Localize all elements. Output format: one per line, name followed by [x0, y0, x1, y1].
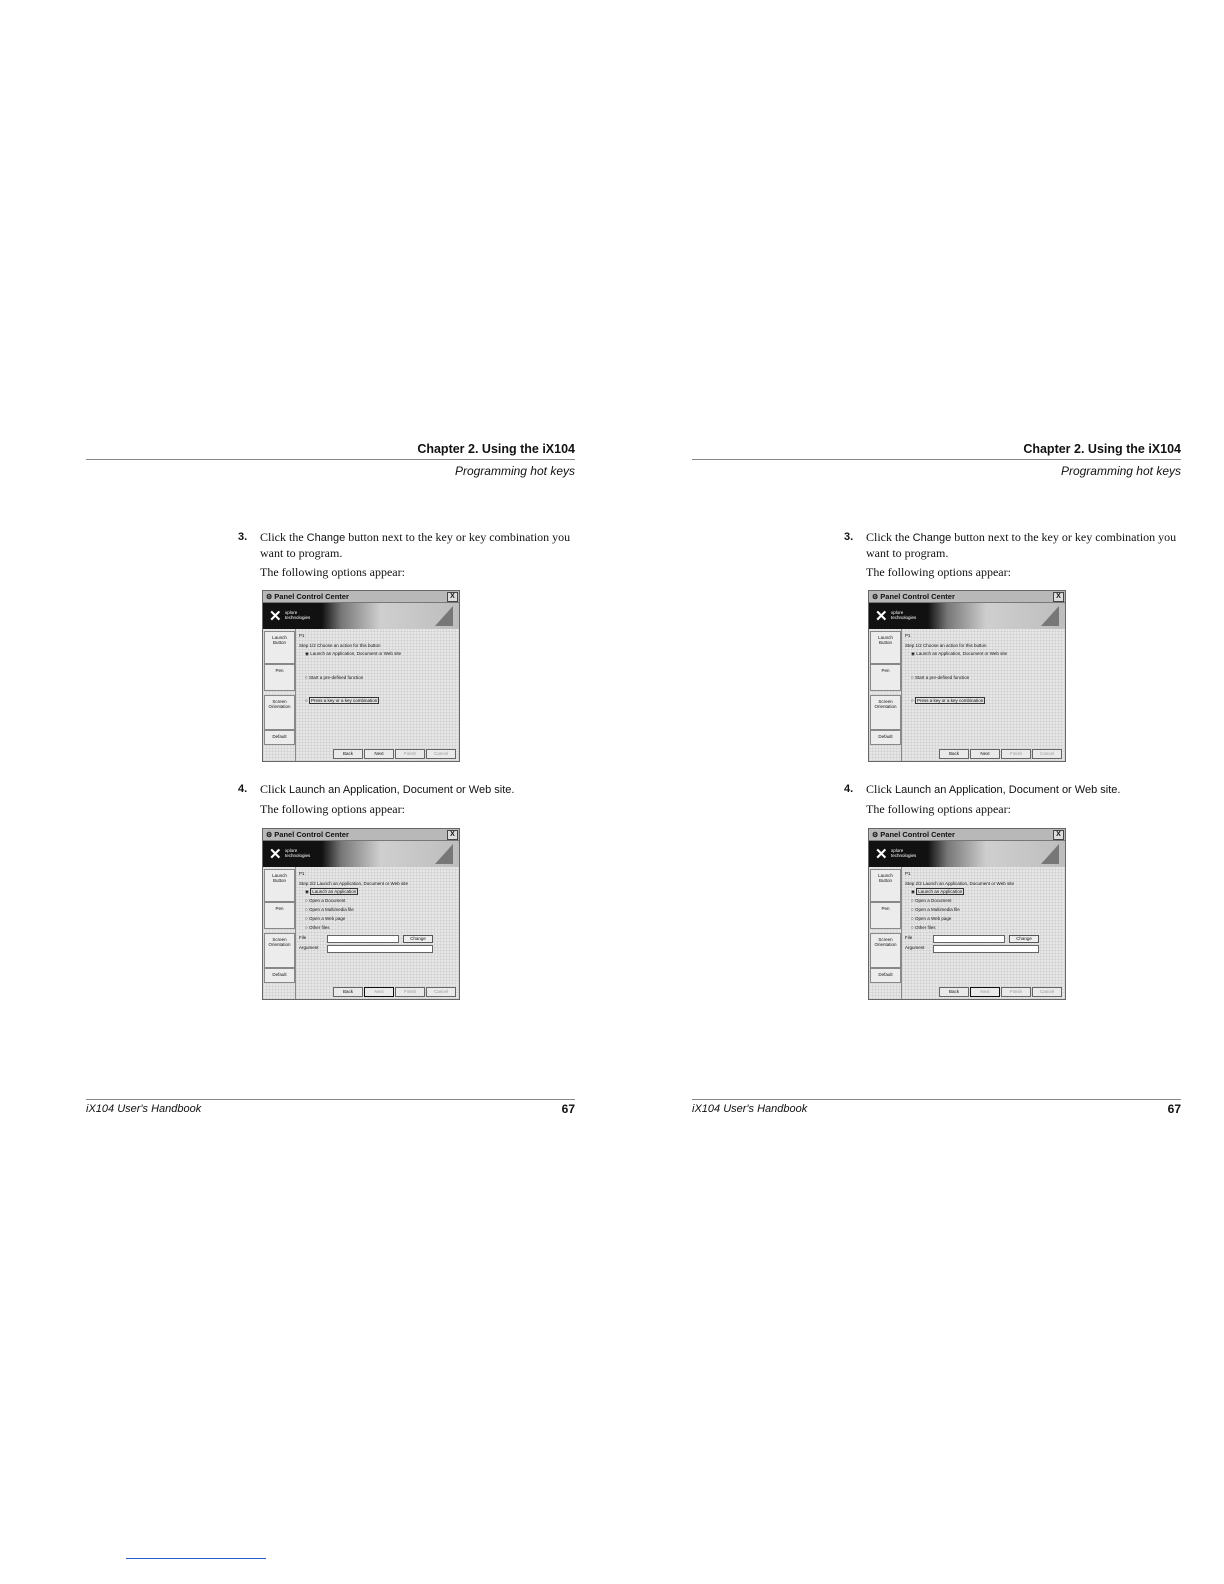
chapter-heading: Chapter 2. Using the iX104 — [1023, 442, 1181, 456]
option-predefined: ○ Start a pre-defined function — [305, 675, 364, 680]
tab-screen-orientation: Screen Orientation — [870, 695, 901, 730]
dialog-buttons — [905, 750, 1063, 759]
option-webpage: ○ Open a Web page — [305, 916, 346, 921]
step-4 — [238, 782, 578, 817]
dialog-screenshot-step1 — [262, 590, 460, 762]
bottom-link-underline — [126, 1558, 266, 1559]
finish-button: Finish — [395, 749, 425, 759]
step-number: 4. — [844, 783, 854, 795]
step-follow-text: The following options appear: — [260, 802, 405, 816]
back-button: Back — [333, 749, 363, 759]
finish-button: Finish — [395, 987, 425, 997]
banner-graphic — [1041, 606, 1059, 626]
step-caption: Step 1/2 Choose an action for this button — [905, 643, 987, 648]
header-rule — [692, 459, 1181, 460]
chapter-heading: Chapter 2. Using the iX104 — [417, 442, 575, 456]
tab-launch-button: Launch Button — [870, 631, 901, 664]
close-icon: X — [1053, 592, 1064, 602]
step-text: Click Launch an Application, Document or Web site. — [260, 782, 515, 796]
dialog-titlebar: ⚙ Panel Control Center X — [869, 591, 1065, 603]
file-field — [933, 935, 1005, 943]
dialog-buttons — [299, 988, 457, 997]
step-follow-text: The following options appear: — [866, 802, 1011, 816]
step-4 — [844, 782, 1184, 817]
footer-rule — [692, 1099, 1181, 1100]
option-launch-app: ◉ Launch an Application — [911, 889, 963, 894]
tab-screen-orientation: Screen Orientation — [870, 933, 901, 968]
step-text: Click the Change button next to the key or key combination you want to program. — [260, 530, 571, 560]
cancel-button: Cancel — [1032, 749, 1062, 759]
xplore-logo-icon: ✕ — [875, 608, 888, 625]
gear-icon: ⚙ — [266, 594, 273, 601]
logo-text: xplore technologies — [285, 610, 311, 620]
back-button: Back — [939, 987, 969, 997]
option-webpage: ○ Open a Web page — [911, 916, 952, 921]
footer-rule — [86, 1099, 575, 1100]
dialog-buttons — [299, 750, 457, 759]
tab-launch-button: Launch Button — [264, 631, 295, 664]
tab-screen-orientation: Screen Orientation — [264, 933, 295, 968]
page-right — [606, 0, 1218, 1584]
argument-label: Argument — [299, 945, 319, 950]
dialog-content — [905, 869, 1061, 985]
logo-text: xplore technologies — [891, 848, 917, 858]
next-button: Next — [364, 987, 394, 997]
step-follow-text: The following options appear: — [866, 565, 1011, 579]
page-number: 67 — [561, 1102, 575, 1116]
step-text: Click the Change button next to the key or key combination you want to program. — [866, 530, 1177, 560]
cancel-button: Cancel — [426, 987, 456, 997]
tab-default: Default — [870, 730, 901, 745]
argument-label: Argument — [905, 945, 925, 950]
tab-default: Default — [870, 968, 901, 983]
option-launch-app: ◉ Launch an Application — [305, 889, 357, 894]
xplore-logo-icon: ✕ — [269, 608, 282, 625]
logo-text: xplore technologies — [891, 610, 917, 620]
tab-pen: Pen — [870, 664, 901, 691]
dialog-banner — [869, 841, 1065, 867]
cancel-button: Cancel — [426, 749, 456, 759]
dialog-screenshot-step1 — [868, 590, 1066, 762]
dialog-titlebar: ⚙ Panel Control Center X — [869, 829, 1065, 841]
logo-text: xplore technologies — [285, 848, 311, 858]
key-label: P1 — [905, 871, 911, 876]
tab-pen: Pen — [264, 902, 295, 929]
xplore-logo-icon: ✕ — [875, 846, 888, 863]
tab-pen: Pen — [264, 664, 295, 691]
dialog-titlebar: ⚙ Panel Control Center X — [263, 591, 459, 603]
tab-launch-button: Launch Button — [264, 869, 295, 902]
file-label: File — [299, 935, 307, 940]
key-label: P1 — [905, 633, 911, 638]
option-predefined: ○ Start a pre-defined function — [911, 675, 970, 680]
header-rule — [86, 459, 575, 460]
option-launch: ◉ Launch an Application, Document or Web site — [911, 651, 1008, 656]
dialog-sidebar — [869, 629, 902, 761]
change-button: Change — [1009, 935, 1039, 943]
option-multimedia: ○ Open a Multimedia file — [911, 907, 960, 912]
option-other: ○ Other files — [911, 925, 936, 930]
option-multimedia: ○ Open a Multimedia file — [305, 907, 354, 912]
file-field — [327, 935, 399, 943]
back-button: Back — [333, 987, 363, 997]
section-heading: Programming hot keys — [1060, 464, 1181, 478]
option-launch: ◉ Launch an Application, Document or Web site — [305, 651, 402, 656]
file-label: File — [905, 935, 913, 940]
dialog-banner — [869, 603, 1065, 629]
back-button: Back — [939, 749, 969, 759]
step-caption: Step 2/2 Launch an Application, Document or Web site — [299, 881, 408, 886]
next-button: Next — [970, 987, 1000, 997]
dialog-titlebar: ⚙ Panel Control Center X — [263, 829, 459, 841]
banner-graphic — [1041, 844, 1059, 864]
option-keypress: ○ Press a key or a key combination — [305, 698, 378, 703]
xplore-logo-icon: ✕ — [269, 846, 282, 863]
step-caption: Step 1/2 Choose an action for this button — [299, 643, 381, 648]
footer-title: iX104 User's Handbook — [86, 1103, 202, 1115]
dialog-sidebar — [869, 867, 902, 999]
finish-button: Finish — [1001, 987, 1031, 997]
dialog-sidebar — [263, 629, 296, 761]
tab-default: Default — [264, 968, 295, 983]
tab-launch-button: Launch Button — [870, 869, 901, 902]
step-number: 3. — [844, 531, 854, 543]
step-follow-text: The following options appear: — [260, 565, 405, 579]
step-text: Click Launch an Application, Document or Web site. — [866, 782, 1121, 796]
argument-field — [327, 945, 433, 953]
dialog-banner — [263, 841, 459, 867]
close-icon: X — [447, 592, 458, 602]
dialog-buttons — [905, 988, 1063, 997]
gear-icon: ⚙ — [872, 594, 879, 601]
argument-field — [933, 945, 1039, 953]
next-button: Next — [970, 749, 1000, 759]
tab-screen-orientation: Screen Orientation — [264, 695, 295, 730]
finish-button: Finish — [1001, 749, 1031, 759]
option-keypress: ○ Press a key or a key combination — [911, 698, 984, 703]
dialog-banner — [263, 603, 459, 629]
page-number: 67 — [1167, 1102, 1181, 1116]
gear-icon: ⚙ — [872, 832, 879, 839]
dialog-content — [299, 631, 455, 747]
key-label: P1 — [299, 871, 305, 876]
dialog-screenshot-step2 — [262, 828, 460, 1000]
change-button: Change — [403, 935, 433, 943]
cancel-button: Cancel — [1032, 987, 1062, 997]
banner-graphic — [435, 844, 453, 864]
option-document: ○ Open a Document — [911, 898, 952, 903]
tab-default: Default — [264, 730, 295, 745]
banner-graphic — [435, 606, 453, 626]
section-heading: Programming hot keys — [454, 464, 575, 478]
step-3 — [238, 530, 578, 580]
gear-icon: ⚙ — [266, 832, 273, 839]
step-caption: Step 2/2 Launch an Application, Document or Web site — [905, 881, 1014, 886]
tab-pen: Pen — [870, 902, 901, 929]
key-label: P1 — [299, 633, 305, 638]
close-icon: X — [1053, 830, 1064, 840]
option-document: ○ Open a Document — [305, 898, 346, 903]
next-button: Next — [364, 749, 394, 759]
dialog-sidebar — [263, 867, 296, 999]
step-number: 4. — [238, 783, 248, 795]
dialog-content — [299, 869, 455, 985]
footer-title: iX104 User's Handbook — [692, 1103, 808, 1115]
step-number: 3. — [238, 531, 248, 543]
dialog-content — [905, 631, 1061, 747]
option-other: ○ Other files — [305, 925, 330, 930]
step-3 — [844, 530, 1184, 580]
close-icon: X — [447, 830, 458, 840]
dialog-screenshot-step2 — [868, 828, 1066, 1000]
